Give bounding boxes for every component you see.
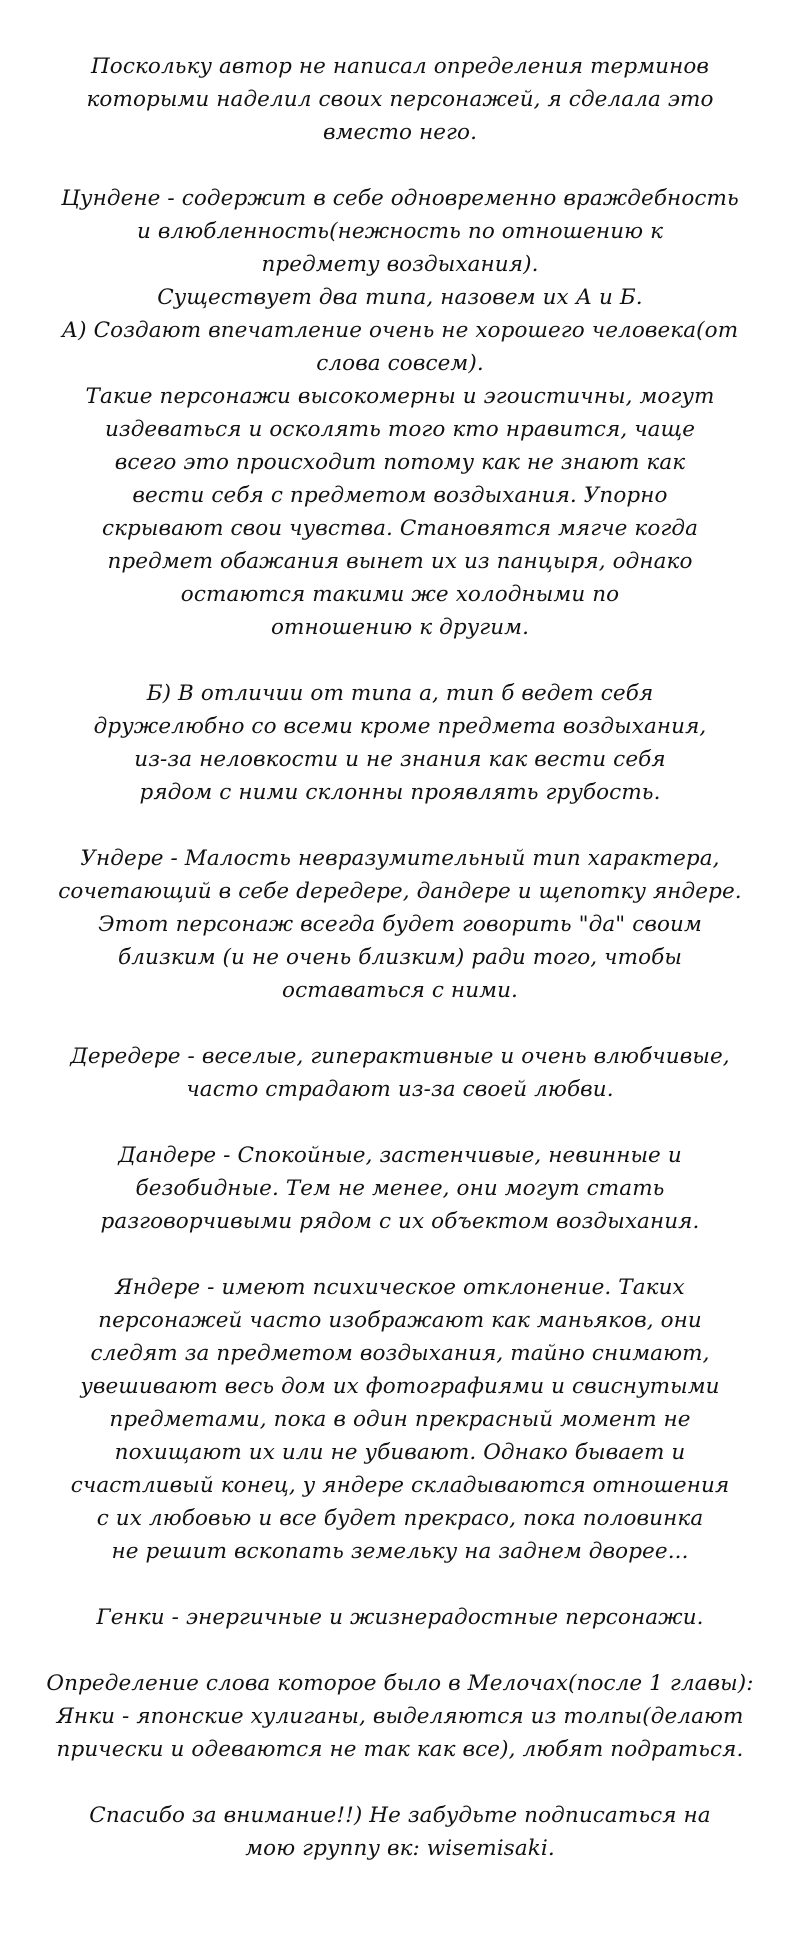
text-line: скрывают свои чувства. Становятся мягче когда [101,516,699,541]
text-line: предметами, пока в один прекрасный момент не [109,1407,691,1432]
paragraph-deredere [8,1040,792,1106]
text-line: персонажей часто изображают как маньяков, они [98,1308,702,1333]
text-line: А) Создают впечатление очень не хорошего человека(от [61,318,739,343]
text-line: Ундере - Малость невразумительный тип характера, [80,846,720,871]
text-line: счастливый конец, у яндере складываются отношения [70,1473,730,1498]
text-line: предмету воздыхания). [261,252,539,277]
paragraph-genki [8,1601,792,1634]
text-line: Такие персонажи высокомерны и эгоистичны, могут [85,384,715,409]
text-line: Существует два типа, назовем их А и Б. [157,285,643,310]
text-line: прически и одеваются не так как все), любят подраться. [56,1737,744,1762]
text-line: часто страдают из-за своей любви. [186,1077,614,1102]
text-line: предмет обажания вынет их из панцыря, однако [107,549,693,574]
text-line: из-за неловкости и не знания как вести себя [134,747,666,772]
paragraph-tsundere-b [8,677,792,809]
text-line: Яндере - имеют психическое отклонение. Таких [115,1275,685,1300]
text-line: и влюбленность(нежность по отношению к [136,219,664,244]
text-line: Определение слова которое было в Мелочах(после 1 главы): [46,1671,754,1696]
text-line: всего это происходит потому как не знают как [114,450,686,475]
text-line: Дередере - веселые, гиперактивные и очень влюбчивые, [70,1044,730,1069]
text-line: увешивают весь дом их фотографиями и свиснутыми [80,1374,720,1399]
text-line: Поскольку автор не написал определения терминов [90,54,710,79]
paragraph-yandere [8,1271,792,1568]
paragraph-undere [8,842,792,1007]
text-line: похищают их или не убивают. Однако бывает и [114,1440,686,1465]
paragraph-thanks [8,1799,792,1865]
text-line: остаются такими же холодными по [180,582,620,607]
text-line: отношению к другим. [270,615,530,640]
text-line: издеваться и осколять того кто нравится, чаще [104,417,696,442]
text-line: близким (и не очень близким) ради того, чтобы [118,945,682,970]
text-line: вместо него. [323,120,477,145]
text-line: с их любовью и все будет прекрасо, пока половинка [96,1506,704,1531]
text-line: Спасибо за внимание!!) Не забудьте подписаться на [89,1803,711,1828]
text-line: которыми наделил своих персонажей, я сделала это [86,87,714,112]
text-line: оставаться с ними. [282,978,518,1003]
text-line: рядом с ними склонны проявлять грубость. [139,780,661,805]
paragraph-dandere [8,1139,792,1238]
text-line: безобидные. Тем не менее, они могут стать [135,1176,665,1201]
text-line: Этот персонаж всегда будет говорить "да" своим [98,912,702,937]
text-line: разговорчивыми рядом с их объектом воздыхания. [100,1209,700,1234]
text-line: дружелюбно со всеми кроме предмета воздыхания, [93,714,707,739]
text-line: слова совсем). [316,351,484,376]
paragraph-intro [8,50,792,149]
text-line: мою группу вк: wisemisaki. [245,1836,555,1861]
text-line: Б) В отличии от типа а, тип б ведет себя [146,681,654,706]
paragraph-yanki [8,1667,792,1766]
text-line: вести себя с предметом воздыхания. Упорно [132,483,668,508]
text-line: сочетающий в себе deредере, дандере и щепотку яндере. [58,879,742,904]
text-line: следят за предметом воздыхания, тайно снимают, [90,1341,710,1366]
text-line: Цундене - содержит в себе одновременно враждебность [61,186,739,211]
text-line: Янки - японские хулиганы, выделяются из толпы(делают [56,1704,744,1729]
text-line: не решит вскопать земельку на заднем дворее... [111,1539,689,1564]
text-line: Дандере - Спокойные, застенчивые, невинные и [118,1143,682,1168]
paragraph-tsundere [8,182,792,644]
text-line: Генки - энергичные и жизнерадостные персонажи. [96,1605,704,1630]
